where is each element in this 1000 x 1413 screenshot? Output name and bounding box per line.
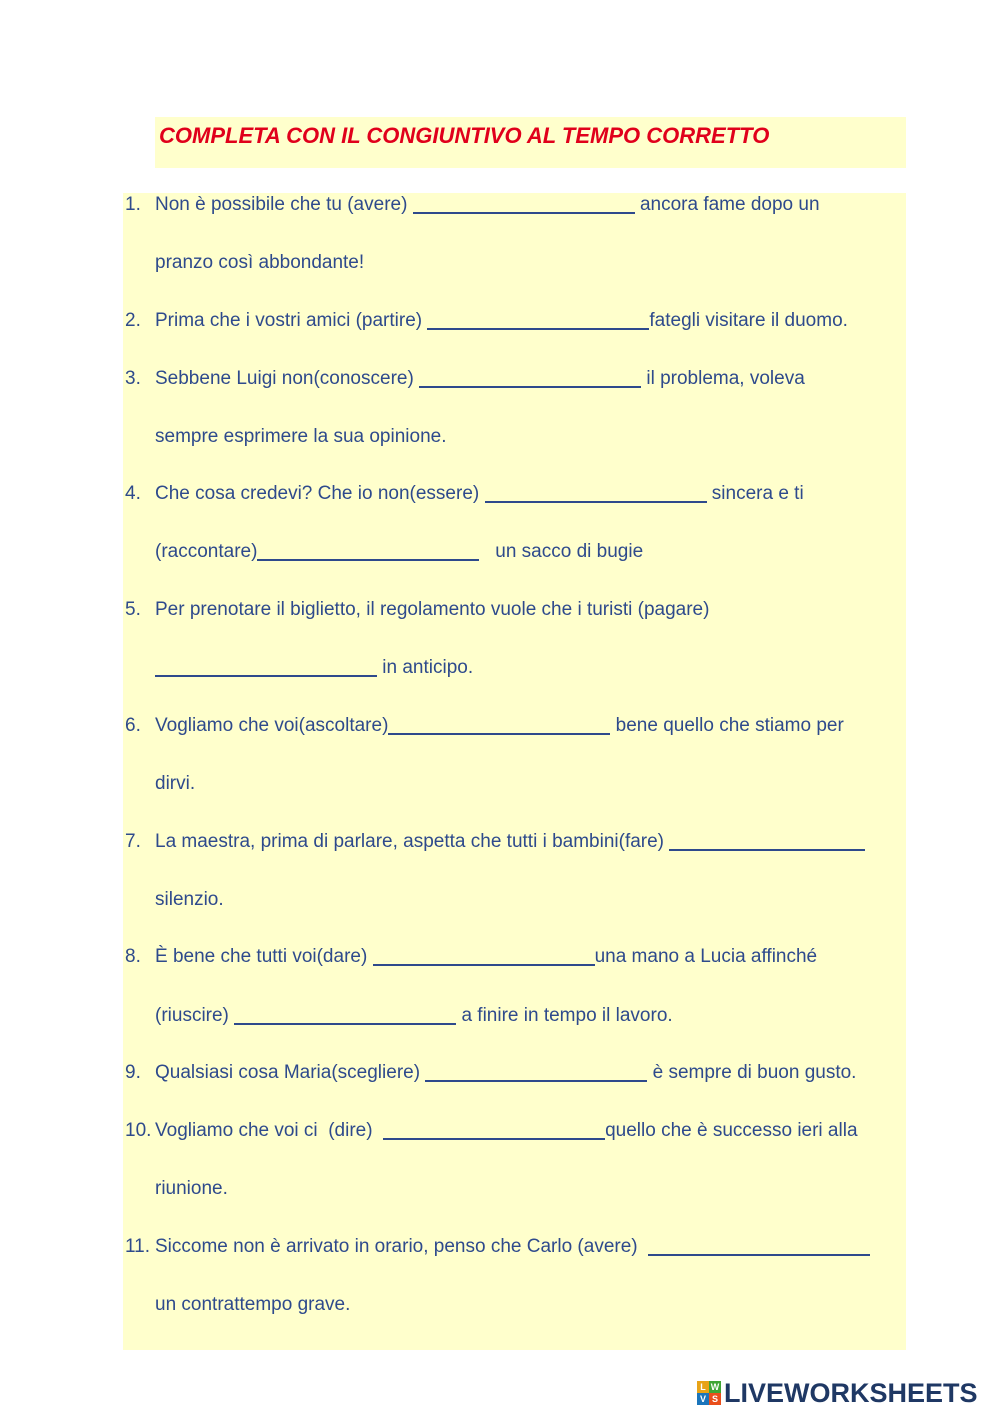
exercise-line: sempre esprimere la sua opinione. <box>155 426 447 447</box>
exercise-line <box>155 193 820 217</box>
sentence-text: Che cosa credevi? Che io non(essere) <box>155 483 485 504</box>
liveworksheets-logo <box>697 1378 978 1408</box>
sentence-text: sincera e ti <box>706 483 804 504</box>
answer-blank-2[interactable] <box>427 310 649 330</box>
sentence-text: un sacco di bugie <box>479 541 644 562</box>
exercise-line: dirvi. <box>155 773 196 794</box>
exercise-line <box>155 309 848 333</box>
sentence-text: in anticipo. <box>377 657 474 678</box>
logo-square: S <box>709 1393 721 1405</box>
answer-blank-5[interactable] <box>155 657 377 677</box>
sentence-text: a finire in tempo il lavoro. <box>456 1005 673 1026</box>
sentence-text: Siccome non è arrivato in orario, penso che Carlo (avere) <box>155 1236 649 1257</box>
answer-blank-8b[interactable] <box>234 1005 456 1025</box>
liveworksheets-logo-icon <box>697 1381 721 1405</box>
answer-blank-9[interactable] <box>425 1062 647 1082</box>
sentence-text: bene quello che stiamo per <box>610 715 844 736</box>
item-number: 1. <box>125 194 141 215</box>
logo-square: V <box>697 1393 709 1405</box>
item-number: 6. <box>125 715 141 736</box>
exercise-line: pranzo così abbondante! <box>155 252 365 273</box>
sentence-text: una mano a Lucia affinché <box>594 946 818 967</box>
sentence-text: (raccontare) <box>155 541 258 562</box>
sentence-text: Vogliamo che voi ci (dire) <box>155 1120 384 1141</box>
exercise-line <box>155 482 804 506</box>
exercise-line <box>155 1235 870 1259</box>
answer-blank-11[interactable] <box>648 1236 870 1256</box>
sentence-text: Vogliamo che voi(ascoltare) <box>155 715 389 736</box>
exercise-line <box>155 945 817 969</box>
item-number: 2. <box>125 310 141 331</box>
answer-blank-4b[interactable] <box>257 541 479 561</box>
logo-text: LIVEWORKSHEETS <box>724 1377 978 1408</box>
exercise-line <box>155 830 865 854</box>
exercise-line <box>155 540 643 564</box>
exercise-line <box>155 1061 856 1085</box>
logo-square: L <box>697 1381 709 1393</box>
exercise-line <box>155 656 473 680</box>
sentence-text: fategli visitare il duomo. <box>649 310 848 331</box>
title-box <box>155 117 906 168</box>
answer-blank-7[interactable] <box>669 831 865 851</box>
exercise-line: un contrattempo grave. <box>155 1294 351 1315</box>
item-number: 7. <box>125 831 141 852</box>
answer-blank-6[interactable] <box>388 715 610 735</box>
item-number: 10. <box>125 1120 152 1141</box>
sentence-text: ancora fame dopo un <box>634 194 820 215</box>
sentence-text: Sebbene Luigi non(conoscere) <box>155 368 420 389</box>
answer-blank-10[interactable] <box>383 1120 605 1140</box>
worksheet-title: COMPLETA CON IL CONGIUNTIVO AL TEMPO CORRETTO <box>159 123 770 148</box>
exercise-line: Per prenotare il biglietto, il regolamento vuole che i turisti (pagare) <box>155 599 710 620</box>
item-number: 8. <box>125 946 141 967</box>
item-number: 9. <box>125 1062 141 1083</box>
exercise-line <box>155 1119 858 1143</box>
sentence-text: (riuscire) <box>155 1005 235 1026</box>
sentence-text: è sempre di buon gusto. <box>647 1062 857 1083</box>
sentence-text: il problema, voleva <box>641 368 805 389</box>
sentence-text: È bene che tutti voi(dare) <box>155 946 373 967</box>
sentence-text: Non è possibile che tu (avere) <box>155 194 413 215</box>
exercise-line <box>155 714 844 738</box>
answer-blank-4a[interactable] <box>485 483 707 503</box>
item-number: 3. <box>125 368 141 389</box>
exercise-line: silenzio. <box>155 889 224 910</box>
exercise-line <box>155 367 805 391</box>
item-number: 11. <box>125 1236 151 1257</box>
sentence-text: Qualsiasi cosa Maria(scegliere) <box>155 1062 426 1083</box>
item-number: 4. <box>125 483 141 504</box>
sentence-text: quello che è successo ieri alla <box>605 1120 858 1141</box>
item-number: 5. <box>125 599 141 620</box>
sentence-text: Prima che i vostri amici (partire) <box>155 310 428 331</box>
answer-blank-3[interactable] <box>419 368 641 388</box>
exercise-line <box>155 1004 673 1028</box>
exercise-line: riunione. <box>155 1178 228 1199</box>
answer-blank-1[interactable] <box>413 194 635 214</box>
sentence-text: La maestra, prima di parlare, aspetta che tutti i bambini(fare) <box>155 831 670 852</box>
answer-blank-8a[interactable] <box>373 946 595 966</box>
logo-square: W <box>710 1382 720 1392</box>
